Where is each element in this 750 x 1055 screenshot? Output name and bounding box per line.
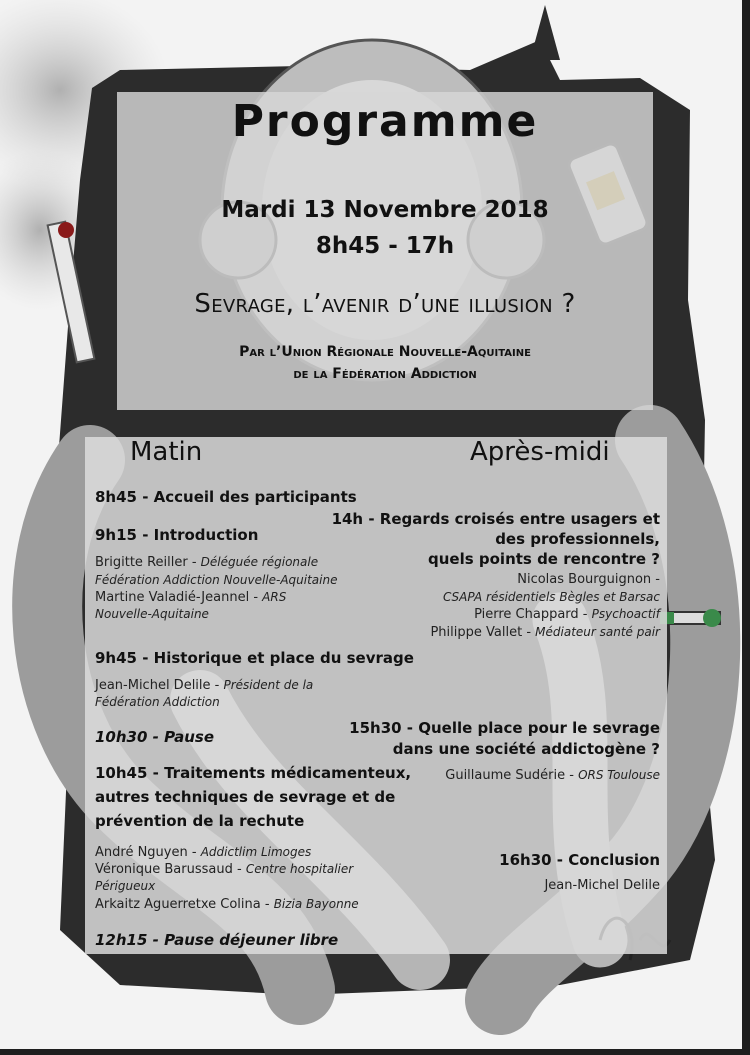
speaker-line: Brigitte Reiller - Déléguée régionale xyxy=(95,555,319,570)
speaker-line: Philippe Vallet - Médiateur santé pair xyxy=(430,625,660,640)
speaker-line: Nicolas Bourguignon - xyxy=(517,572,660,587)
treatments-title-line: prévention de la rechute xyxy=(95,812,305,830)
treatments-title-line: autres techniques de sevrage et de xyxy=(95,788,396,806)
speaker-line: Pierre Chappard - Psychoactif xyxy=(474,607,660,622)
welcome-item: 8h45 - Accueil des participants xyxy=(95,488,357,506)
crossed-title-line: 14h - Regards croisés entre usagers et xyxy=(331,510,660,528)
speaker-line: André Nguyen - Addictlim Limoges xyxy=(95,845,312,860)
crossed-title-line: quels points de rencontre ? xyxy=(428,550,660,568)
morning-heading: Matin xyxy=(130,437,203,467)
conclusion-title: 16h30 - Conclusion xyxy=(499,851,660,869)
event-subtitle: Sevrage, l’avenir d’une illusion ? xyxy=(194,289,576,319)
event-date: Mardi 13 Novembre 2018 xyxy=(221,197,549,223)
place-title-line: dans une société addictogène ? xyxy=(392,740,660,758)
speaker-line: Véronique Barussaud - Centre hospitalier xyxy=(95,862,354,877)
organizer-line-2: de la Fédération Addiction xyxy=(293,366,477,382)
speaker-line: Nouvelle-Aquitaine xyxy=(95,607,209,621)
speaker-line: Jean-Michel Delile - Président de la xyxy=(95,678,314,693)
history-title: 9h45 - Historique et place du sevrage xyxy=(95,649,414,667)
pause-item: 10h30 - Pause xyxy=(95,728,215,746)
speaker-line: Jean-Michel Delile xyxy=(544,878,660,893)
treatments-title-line: 10h45 - Traitements médicamenteux, xyxy=(95,764,412,782)
speaker-line: Martine Valadié-Jeannel - ARS xyxy=(95,590,287,605)
organizer-line-1: Par l’Union Régionale Nouvelle-Aquitaine xyxy=(239,344,531,360)
speaker-line: Guillaume Sudérie - ORS Toulouse xyxy=(445,768,660,783)
speaker-line: Fédération Addiction Nouvelle-Aquitaine xyxy=(95,573,338,587)
lunch-item: 12h15 - Pause déjeuner libre xyxy=(95,931,339,949)
event-time: 8h45 - 17h xyxy=(315,233,455,259)
speaker-line: Périgueux xyxy=(95,879,156,893)
speaker-line: Fédération Addiction xyxy=(95,695,220,709)
speaker-line: Arkaitz Aguerretxe Colina - Bizia Bayonne xyxy=(95,897,359,912)
afternoon-heading: Après-midi xyxy=(470,437,610,467)
crossed-title-line: des professionnels, xyxy=(495,530,660,548)
intro-title: 9h15 - Introduction xyxy=(95,526,259,544)
speaker-line: CSAPA résidentiels Bègles et Barsac xyxy=(442,590,660,604)
page-title: Programme xyxy=(231,96,539,147)
place-title-line: 15h30 - Quelle place pour le sevrage xyxy=(349,719,660,737)
